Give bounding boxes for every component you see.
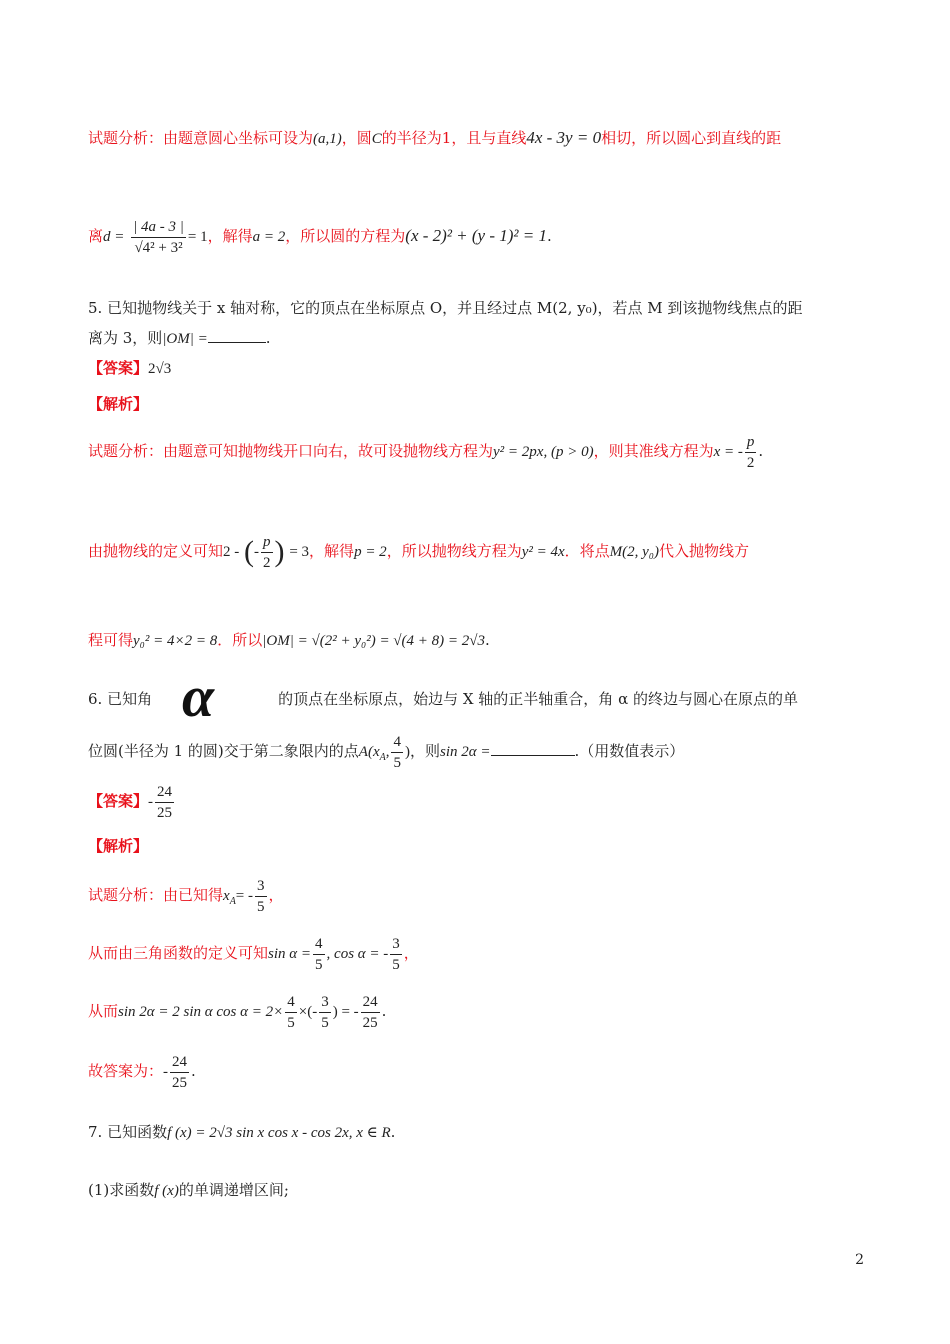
math: C [371,131,382,147]
math: |OM| = [162,331,208,347]
text: ， [268,886,284,904]
alpha-glyph-icon [182,676,268,722]
text: ，则其准线方程为 [593,442,714,460]
text: 试题分析：由题意圆心坐标可设为 [88,129,314,147]
text: 7. 已知函数 [88,1123,168,1141]
text: 由抛物线的定义可知 [88,542,224,560]
text: 试题分析：由已知得 [88,886,224,904]
fraction [313,934,325,975]
p4-analysis-line1 [88,126,781,151]
text: ， [403,944,419,962]
text: ，则 [409,742,440,760]
text: 从而由三角函数的定义可知 [88,944,269,962]
math: A(x [358,744,380,760]
math: ×(- [298,1004,318,1020]
math: - [254,544,260,560]
math: y² = 4x [521,544,565,560]
fraction [131,217,186,258]
denominator: 5 [393,754,401,771]
text: ，解得 [207,227,253,245]
math: sin 2α = [440,744,491,760]
math: a = 2 [252,229,286,245]
analysis-tag: 【解析】 [88,837,149,855]
q6-line2 [88,728,684,781]
math: 2 - [223,544,240,560]
alpha-glyph: α [182,676,215,722]
text: 的半径为1，且与直线 [381,129,527,147]
math: ) [404,744,410,760]
fraction [319,992,331,1033]
math: f (x) [154,1183,179,1199]
math: f (x) = 2√3 sin x cos x - cos 2x, x ∈ R [167,1125,391,1141]
text: . [758,442,764,460]
math: y² = 2px, (p > 0) [493,444,594,460]
math: sin α = [268,946,312,962]
text: (1)求函数 [88,1181,155,1199]
math: M(2, y₀) [609,544,660,560]
text: . [390,1123,396,1141]
denominator: 25 [362,1014,378,1031]
p4-analysis-line2 [88,214,552,259]
fraction [285,992,297,1033]
q5-analysis-line3 [88,628,490,653]
text: 程可得 [88,631,134,649]
q6-analysis-line3 [88,988,386,1035]
denominator: 5 [392,956,400,973]
q5-answer [88,356,171,381]
text: . [485,631,490,649]
text: 6. 已知角 [88,690,153,708]
text: 相切，所以圆心到直线的距 [601,129,782,147]
denominator: 5 [287,1014,295,1031]
text: 故答案为： [88,1062,164,1080]
denominator: 5 [321,1014,329,1031]
text: .（用数值表示） [574,742,685,760]
numerator: p [745,432,757,453]
sign: - [148,794,154,810]
fraction [261,532,273,573]
text: 从而 [88,1002,119,1020]
answer-value: 2√3 [148,361,172,377]
q6-answer [88,778,176,825]
text: 离为 3，则 [88,329,163,347]
math: |OM| = √(2² + y₀²) = √(4 + 8) = 2√3 [262,633,486,649]
text: ．将点 [564,542,610,560]
text: ，圆 [341,129,372,147]
q6-analysis-line4 [88,1048,196,1095]
numerator: 24 [361,992,380,1013]
page-number: 2 [855,1252,864,1268]
text: 代入抛物线方 [659,542,750,560]
numerator: 4 [391,732,403,753]
math: (a,1) [313,131,342,147]
numerator: 3 [319,992,331,1013]
math: , [385,744,390,760]
text: 的单调递增区间; [178,1181,289,1199]
fraction [390,934,402,975]
math: 4x - 3y = 0 [526,128,602,147]
text: ，所以圆的方程为 [285,227,406,245]
text: . [191,1062,196,1080]
sign: - [163,1064,169,1080]
numerator: 24 [155,782,174,803]
text: 的顶点在坐标原点，始边与 X 轴的正半轴重合，角 α 的终边与圆心在原点的单 [278,690,798,708]
answer-blank [491,739,575,756]
fraction [361,992,380,1033]
q5-line2 [88,326,271,351]
math: x = - [713,444,743,460]
numerator: 24 [170,1052,189,1073]
left-bracket: ( [244,535,255,568]
fraction [170,1052,189,1093]
math: sin 2α = 2 sin α cos α = 2× [118,1004,284,1020]
text: ，解得 [309,542,355,560]
q5-analysis-line1 [88,428,763,475]
q6-analysis-line1 [88,872,284,925]
q6-analysis-tag [88,834,148,858]
q7-line2 [88,1178,289,1203]
q5-analysis-line2 [88,528,749,575]
math: p = 2 [354,544,387,560]
answer-tag: 【答案】 [88,359,149,377]
numerator: 4 [313,934,325,955]
math: y₀² = 4×2 = 8 [133,633,218,649]
q6-analysis-line2 [88,930,419,977]
text: 离 [88,227,104,245]
subscript: A [229,896,236,907]
numerator: 4 [285,992,297,1013]
denominator: 2 [746,454,755,471]
numerator: 3 [255,876,267,897]
fraction [155,782,174,823]
fraction [255,876,267,917]
text: . [265,329,271,347]
text: ，所以抛物线方程为 [386,542,522,560]
analysis-tag: 【解析】 [88,395,149,413]
text: 试题分析：由题意可知抛物线开口向右，故可设抛物线方程为 [88,442,494,460]
math: x [223,888,230,904]
q5-analysis-tag [88,392,148,416]
numerator: p [261,532,273,553]
text: 位圆(半径为 1 的圆)交于第二象限内的点 [88,742,359,760]
math: (x - 2)² + (y - 1)² = 1 [405,226,547,245]
q7-line1 [88,1120,395,1145]
text: ．所以 [217,631,263,649]
subscript: A [379,752,386,763]
fraction [745,432,757,473]
math: d = [103,229,125,245]
math: = 1 [187,229,208,245]
denominator: 5 [257,898,265,915]
denominator: 25 [172,1074,188,1091]
numerator: | 4a - 3 | [131,217,186,238]
math: = 3 [289,544,310,560]
math: , cos α = - [326,946,389,962]
denominator: 2 [263,554,271,571]
math: = - [235,888,254,904]
right-bracket: ) [274,535,285,568]
answer-tag: 【答案】 [88,792,149,810]
numerator: 3 [390,934,402,955]
answer-blank [208,326,266,343]
q5-line1: 5. 已知抛物线关于 x 轴对称，它的顶点在坐标原点 O，并且经过点 M(2, y₀)，若点 M 到该抛物线焦点的距 [88,299,803,317]
math: ) = - [332,1004,359,1020]
denominator: 5 [315,956,323,973]
denominator: 25 [157,804,173,821]
text: . [381,1002,387,1020]
fraction [391,732,403,773]
text: . [547,227,552,245]
denominator: √4² + 3² [134,239,183,256]
